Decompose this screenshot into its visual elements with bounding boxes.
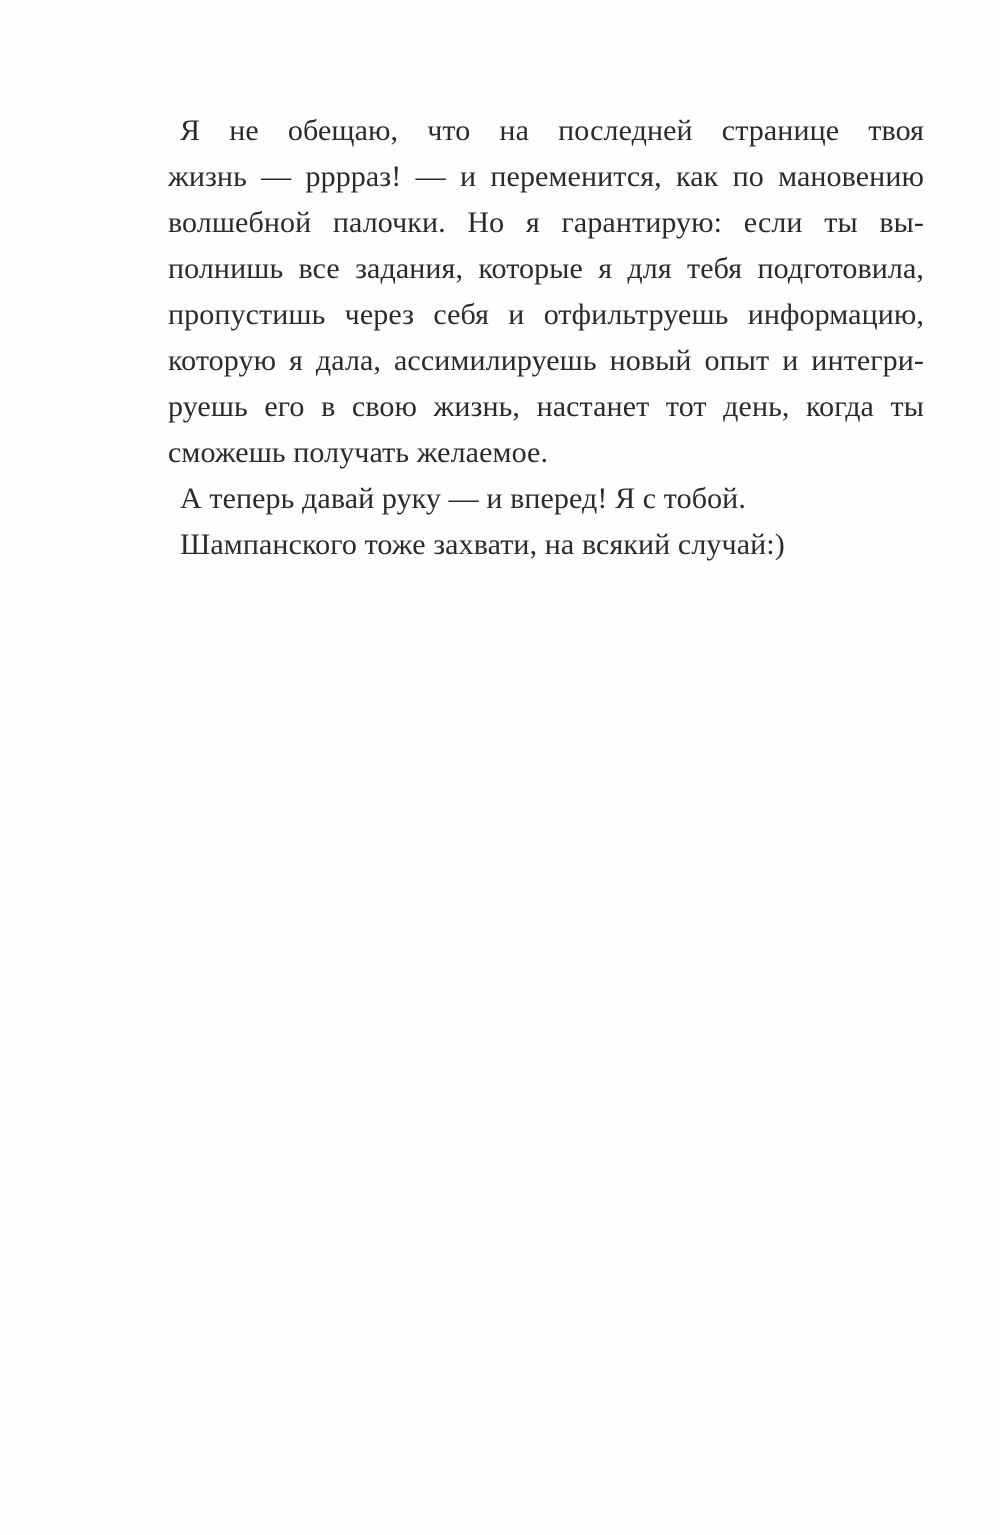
body-text bbox=[168, 108, 924, 568]
paragraph-1-line-2: жизнь — рррраз! — и переменится, как по мановению bbox=[168, 160, 924, 193]
paragraph-1-line-3: волшебной палочки. Но я гарантирую: если ты вы- bbox=[168, 206, 924, 239]
paragraph-1-line-4: полнишь все задания, которые я для тебя подготовила, bbox=[168, 252, 924, 285]
paragraph-1-line-8: сможешь получать желаемое. bbox=[168, 436, 549, 469]
paragraph-3-line-1: Шампанского тоже захвати, на всякий случай:) bbox=[180, 528, 785, 561]
paragraph-1-line-7: руешь его в свою жизнь, настанет тот день, когда ты bbox=[168, 390, 924, 423]
paragraph-1-line-1: Я не обещаю, что на последней странице твоя bbox=[180, 114, 924, 147]
paragraph-1-line-5: пропустишь через себя и отфильтруешь информацию, bbox=[168, 298, 924, 331]
paragraph-1-line-6: которую я дала, ассимилируешь новый опыт и интегри- bbox=[168, 344, 924, 377]
paragraph-2-line-1: А теперь давай руку — и вперед! Я с тобой. bbox=[180, 482, 746, 515]
